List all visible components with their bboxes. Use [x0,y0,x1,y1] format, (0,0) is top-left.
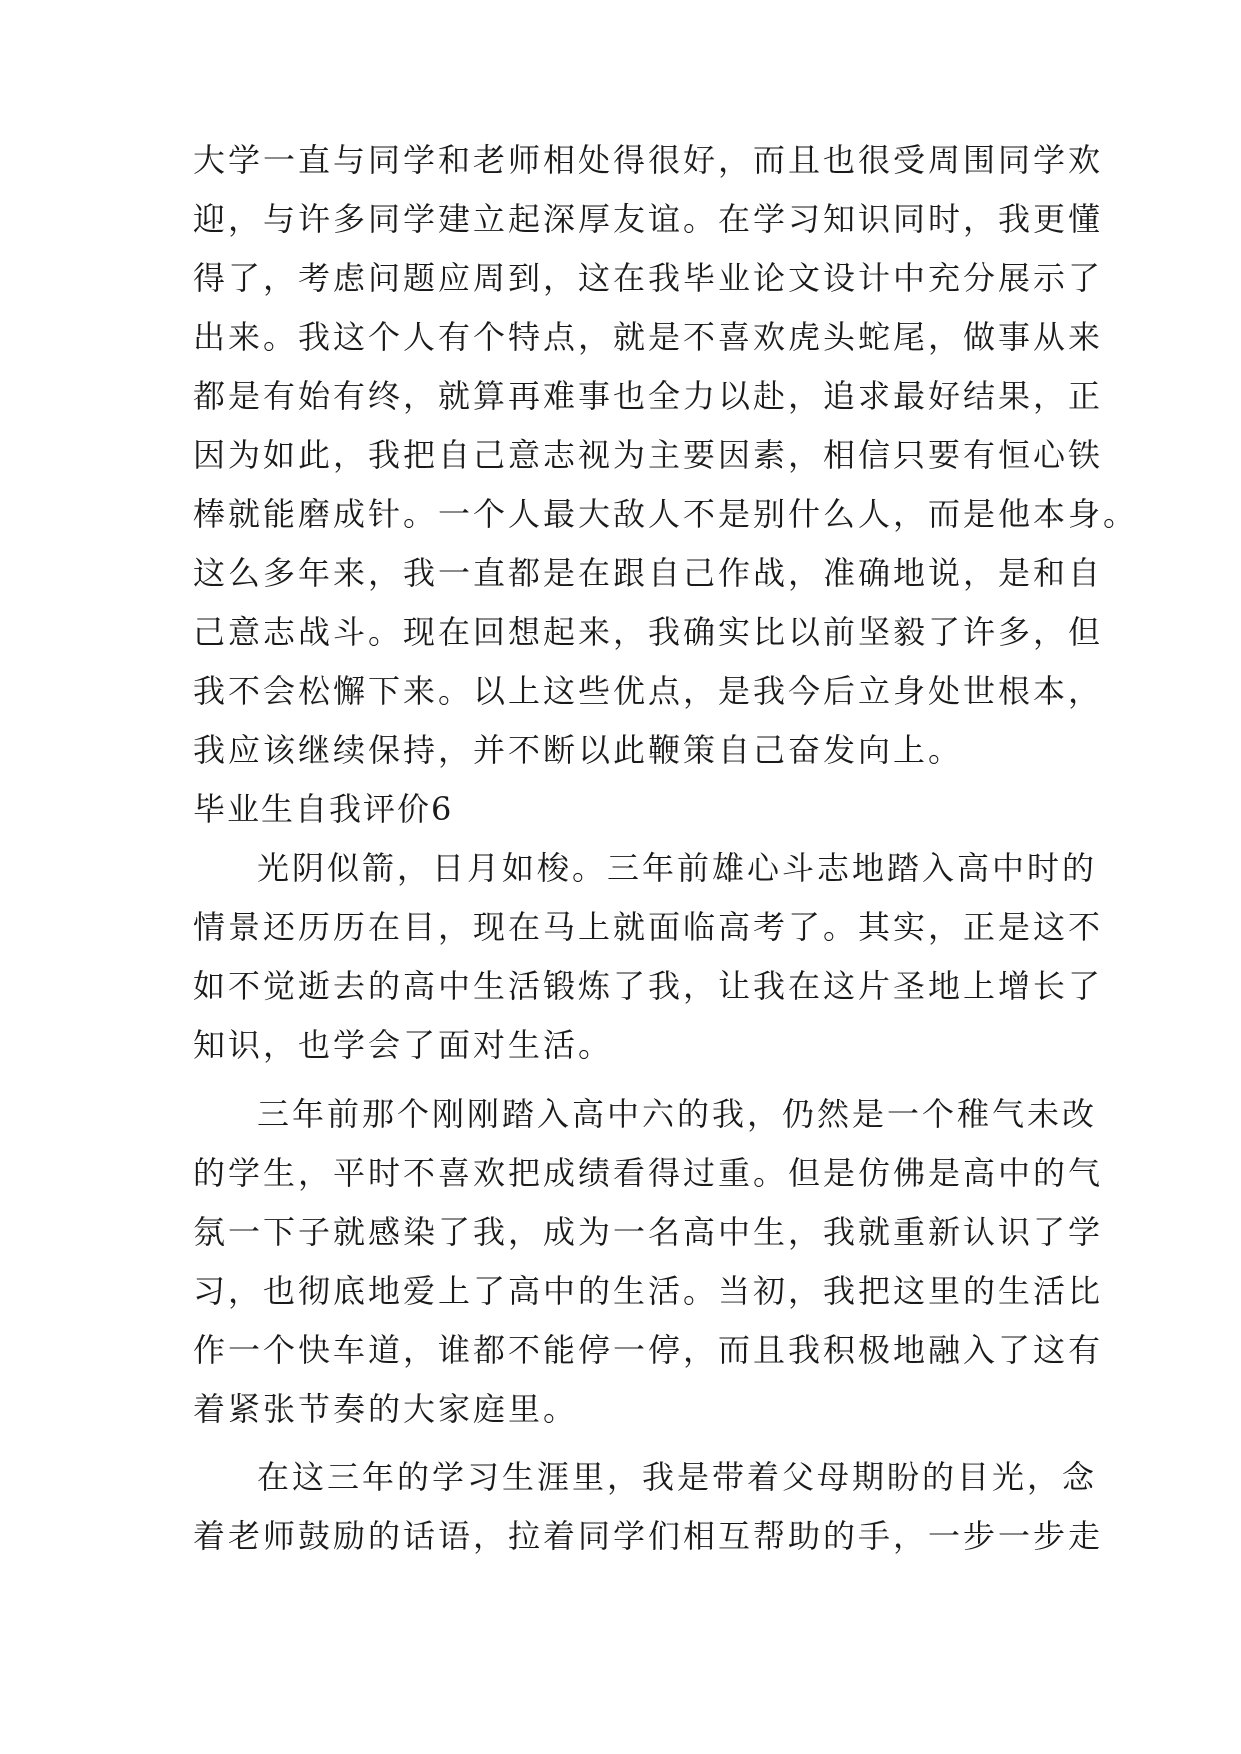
text-line: 知识，也学会了面对生活。 [193,1026,614,1064]
text-line: 氛一下子就感染了我，成为一名高中生，我就重新认识了学 [193,1213,1104,1251]
text-line: 着老师鼓励的话语，拉着同学们相互帮助的手，一步一步走 [193,1517,1104,1555]
text-line: 我应该继续保持，并不断以此鞭策自己奋发向上。 [193,731,964,769]
text-line: 出来。我这个人有个特点，就是不喜欢虎头蛇尾，做事从来 [193,318,1104,356]
text-line: 这么多年来，我一直都是在跟自己作战，准确地说，是和自 [193,554,1104,592]
text-line: 的学生，平时不喜欢把成绩看得过重。但是仿佛是高中的气 [193,1154,1104,1192]
text-line: 得了，考虑问题应周到，这在我毕业论文设计中充分展示了 [193,259,1104,297]
text-line: 都是有始有终，就算再难事也全力以赴，追求最好结果，正 [193,377,1104,415]
text-line: 棒就能磨成针。一个人最大敌人不是别什么人，而是他本身。 [193,495,1139,533]
text-line: 我不会松懈下来。以上这些优点，是我今后立身处世根本， [193,672,1104,710]
text-line: 习，也彻底地爱上了高中的生活。当初，我把这里的生活比 [193,1272,1104,1310]
text-line: 三年前那个刚刚踏入高中六的我，仍然是一个稚气未改 [257,1095,1098,1133]
text-line: 作一个快车道，谁都不能停一停，而且我积极地融入了这有 [193,1331,1104,1369]
text-line: 着紧张节奏的大家庭里。 [193,1390,579,1428]
text-line: 光阴似箭，日月如梭。三年前雄心斗志地踏入高中时的 [257,849,1098,887]
text-line: 大学一直与同学和老师相处得很好，而且也很受周围同学欢 [193,141,1104,179]
text-line: 如不觉逝去的高中生活锻炼了我，让我在这片圣地上增长了 [193,967,1104,1005]
text-line: 迎，与许多同学建立起深厚友谊。在学习知识同时，我更懂 [193,200,1104,238]
text-line: 情景还历历在目，现在马上就面临高考了。其实，正是这不 [193,908,1104,946]
text-line: 己意志战斗。现在回想起来，我确实比以前坚毅了许多，但 [193,613,1104,651]
section-heading: 毕业生自我评价6 [193,790,454,828]
text-line: 在这三年的学习生涯里，我是带着父母期盼的目光，念 [257,1458,1098,1496]
text-line: 因为如此，我把自己意志视为主要因素，相信只要有恒心铁 [193,436,1104,474]
